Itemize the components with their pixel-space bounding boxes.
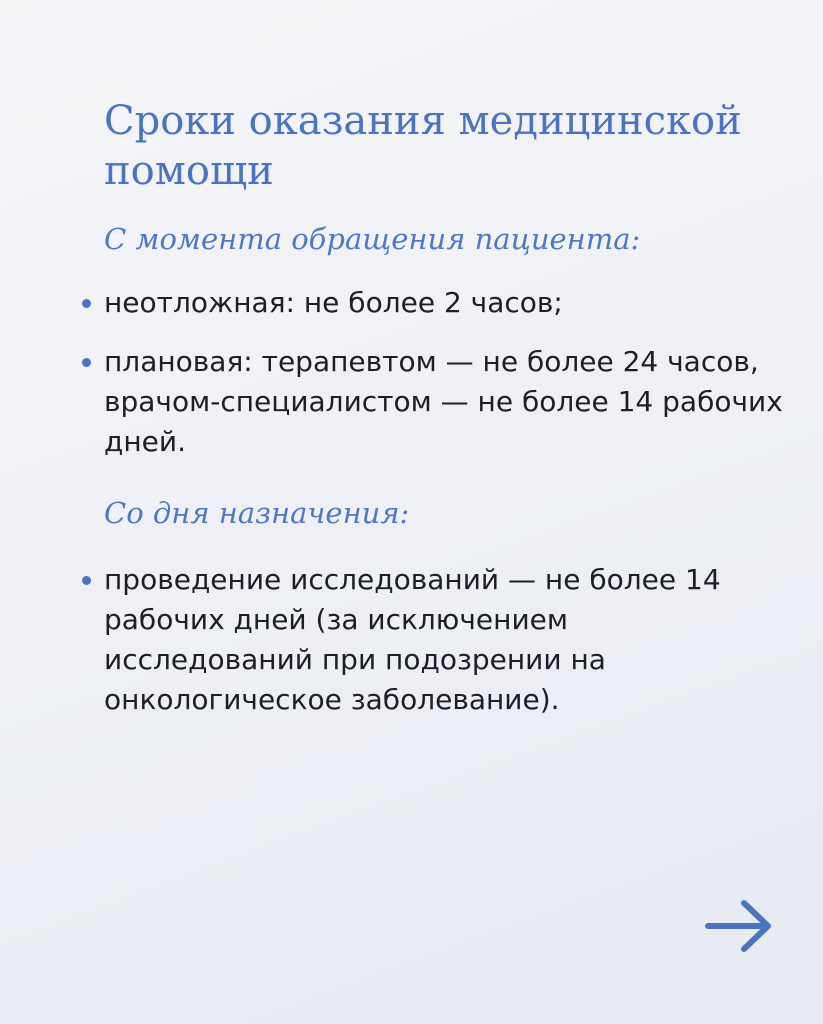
list-item-text: плановая: терапевтом — не более 24 часов, врачом-специалистом — не более 14 рабочих дней. (104, 345, 783, 458)
list-item-text: проведение исследований — не более 14 рабочих дней (за исключением исследований при подозрении на онкологическое заболевание). (104, 563, 721, 716)
list-item-emergency (104, 283, 784, 323)
list-from-appointment (104, 560, 784, 739)
list-item-planned (104, 342, 784, 462)
list-item-examinations (104, 560, 784, 720)
section-heading-from-request: С момента обращения пациента: (104, 222, 641, 256)
bullet-dot-icon (82, 358, 91, 367)
page-title: Сроки оказания медицинской помощи (104, 98, 742, 194)
list-item-text: неотложная: не более 2 часов; (104, 286, 563, 319)
arrow-right-icon[interactable] (704, 898, 774, 954)
list-from-request (104, 283, 784, 481)
bullet-dot-icon (82, 299, 91, 308)
bullet-dot-icon (82, 576, 91, 585)
section-heading-from-appointment: Со дня назначения: (104, 496, 410, 530)
